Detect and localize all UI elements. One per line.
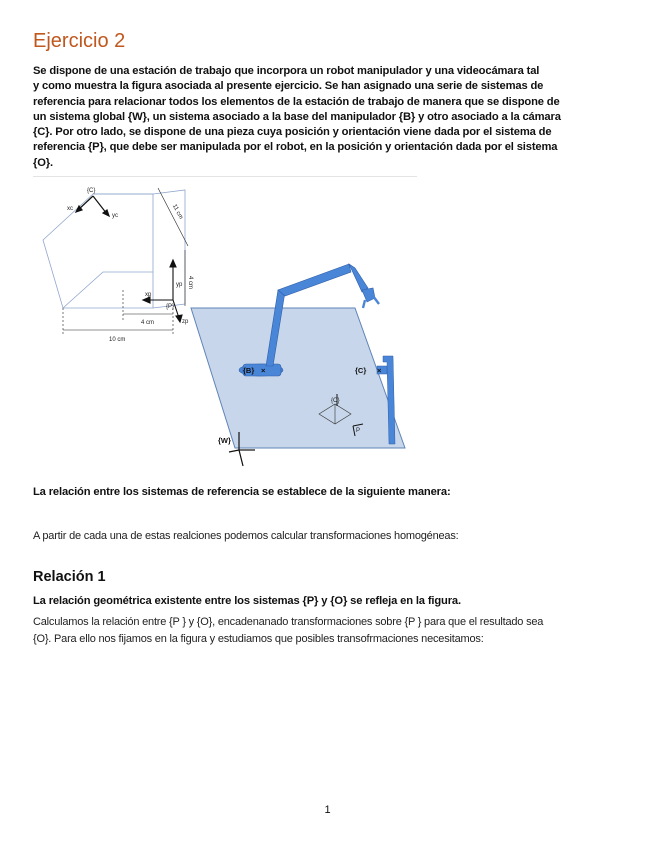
label-yp: yp <box>176 282 183 288</box>
intro-line: un sistema global {W}, un sistema asociado a la base del manipulador {B} y otro asociado a la cámara <box>33 110 561 123</box>
camera-sketch <box>43 190 185 308</box>
intro-line: {C}. Por otro lado, se dispone de una pieza cuya posición y orientación viene dada por el sistema de <box>33 126 552 139</box>
frame-c-marker: × <box>377 366 382 375</box>
relation-1-body <box>33 614 623 647</box>
intro-line: Se dispone de una estación de trabajo que incorpora un robot manipulador y una videocámara tal <box>33 65 540 77</box>
camera-axes <box>76 196 109 216</box>
body-line: {O}. Para ello nos fijamos en la figura y estudiamos que posibles transofrmaciones necesitamos: <box>33 632 484 645</box>
w-axis-back <box>229 450 239 452</box>
separator-line <box>33 176 417 177</box>
yp-arrow-icon <box>170 260 176 267</box>
label-11cm: 11 cm <box>170 203 184 221</box>
frame-b-marker: × <box>261 366 266 375</box>
label-4cm-vertical: 4 cm <box>187 276 193 290</box>
robot-link-2 <box>278 264 351 296</box>
body-line: Calculamos la relación entre {P } y {O}, encadenanado transformaciones sobre {P } para que el resultado sea <box>33 616 544 628</box>
table-plane <box>191 308 405 448</box>
page-title: Ejercicio 2 <box>33 30 126 52</box>
page-number: 1 <box>324 804 331 816</box>
intro-line: referencia {P}, que debe ser manipulada por el robot, en la posición y orientación dada por el sistema <box>33 141 558 154</box>
intro-paragraph <box>33 64 623 171</box>
intro-line: y como muestra la figura asociada al presente ejercicio. Se han asignado una serie de sistemas de <box>33 80 544 93</box>
label-w: {W} <box>218 436 231 445</box>
label-zp: zp <box>182 319 189 325</box>
label-c-small: {C} <box>87 188 96 194</box>
partir-text: A partir de cada una de estas realciones podemos calcular transformaciones homogéneas: <box>33 530 459 542</box>
intro-line: referencia para relacionar todos los elementos de la estación de trabajo de manera que se dispone de <box>33 95 560 108</box>
sketch-side <box>153 190 185 308</box>
label-xp: xp <box>145 292 152 298</box>
relation-intro: La relación entre los sistemas de referencia se establece de la siguiente manera: <box>33 486 451 498</box>
workstation-diagram <box>33 180 413 470</box>
sketch-outline <box>43 194 153 308</box>
label-p: P <box>356 428 361 434</box>
label-p-small: {P} <box>166 304 175 310</box>
label-b: {B} <box>243 366 255 375</box>
label-10cm: 10 cm <box>109 337 126 343</box>
piece-axes <box>143 260 182 322</box>
sketch-inner <box>63 272 153 308</box>
label-c: {C} <box>355 366 367 375</box>
label-xc: xc <box>67 206 73 212</box>
relation-1-bold: La relación geométrica existente entre los sistemas {P} y {O} se refleja en la figura. <box>33 595 461 607</box>
workstation-figure <box>33 180 413 470</box>
intro-line: {O}. <box>33 156 53 169</box>
w-axis-z <box>239 450 243 466</box>
label-yc: yc <box>112 213 118 219</box>
robot-link-3 <box>349 264 368 292</box>
label-o: {O} <box>331 398 340 404</box>
relation-1-heading: Relación 1 <box>33 569 106 585</box>
label-4cm: 4 cm <box>141 320 155 326</box>
